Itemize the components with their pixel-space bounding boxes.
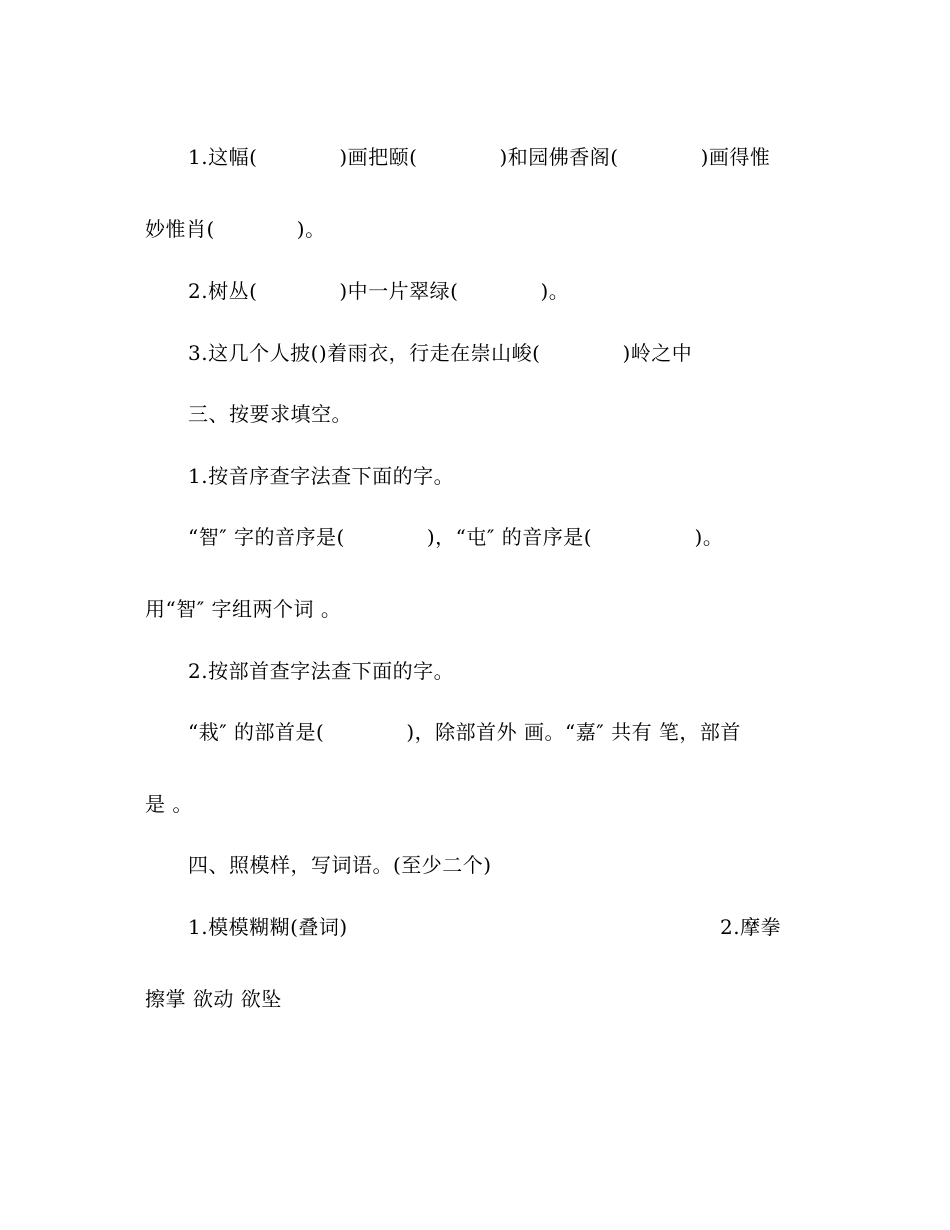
s4-item2: 2.摩拳 [720,915,782,939]
s3-item1-blanks: “智″ 字的音序是( )，“屯″ 的音序是( )。 [188,525,724,549]
s3-item2-blanks: “栽″ 的部首是( )，除部首外 画。“嘉″ 共有 笔，部首 [188,720,741,744]
s3-item2-title: 2.按部首查字法查下面的字。 [188,659,455,683]
section-3-heading: 三、按要求填空。 [188,402,352,426]
q3-line: 3.这几个人披()着雨衣，行走在崇山峻( )岭之中 [188,341,693,365]
s3-item1-title: 1.按音序查字法查下面的字。 [188,464,455,488]
s3-item2-cont: 是 。 [145,792,193,816]
s4-item1: 1.模模糊糊(叠词) [188,915,348,939]
q1-line2: 妙惟肖( )。 [145,217,326,241]
s4-item2-cont: 擦掌 欲动 欲坠 [145,987,282,1011]
section-4-heading: 四、照模样，写词语。(至少二个) [188,853,492,877]
q1-line1: 1.这幅( )画把颐( )和园佛香阁( )画得惟 [188,145,771,169]
q2-line: 2.树丛( )中一片翠绿( )。 [188,279,570,303]
s3-item1-words: 用“智″ 字组两个词 。 [145,597,342,621]
